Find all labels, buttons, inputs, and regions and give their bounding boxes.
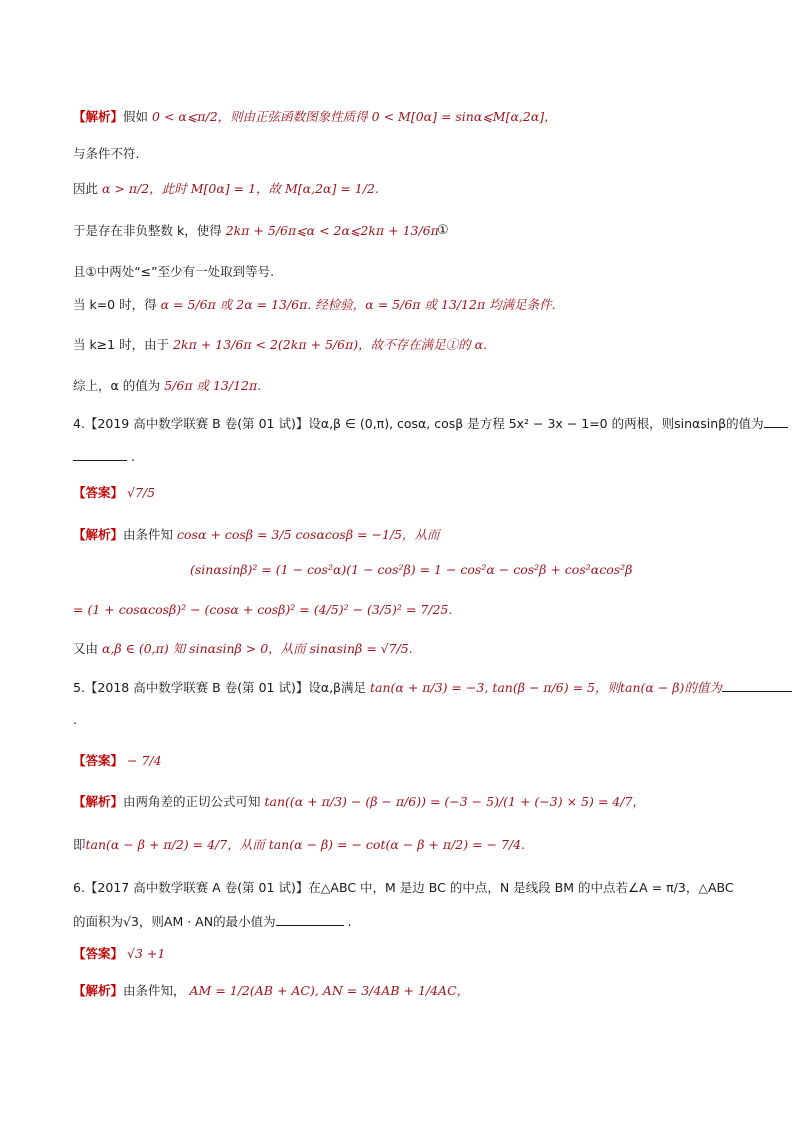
problem-6-statement: 6.【2017 高中数学联赛 A 卷(第 01 试)】在△ABC 中，M 是边 BC 的中点，N 是线段 BM 的中点若∠A = π/3，△ABC bbox=[73, 880, 734, 895]
solution-line-7 bbox=[73, 336, 487, 354]
solution-4-conclusion bbox=[73, 640, 413, 658]
period: . bbox=[130, 449, 135, 464]
math-expression: tan(α + π/3) = −3, tan(β − π/6) = 5，则tan(α − β)的值为 bbox=[370, 680, 722, 695]
solution-6-line-1 bbox=[73, 982, 469, 1000]
text-segment: 于是存在非负整数 k，使得 bbox=[73, 223, 222, 238]
solution-4-line-1 bbox=[73, 526, 440, 544]
analysis-tag: 【解析】 bbox=[73, 794, 124, 809]
answer-5 bbox=[73, 752, 162, 770]
math-expression: tan((α + π/3) − (β − π/6)) = (−3 − 5)/(1 + (−3) × 5) = 4/7， bbox=[264, 794, 645, 809]
problem-4-statement bbox=[73, 415, 788, 433]
solution-5-line-2 bbox=[73, 836, 525, 854]
text-segment: 由条件知， bbox=[123, 983, 186, 998]
analysis-tag: 【解析】 bbox=[73, 983, 124, 998]
solution-line-5: 且①中两处“≤”至少有一处取到等号. bbox=[73, 264, 275, 279]
problem-4-statement-cont bbox=[73, 448, 135, 466]
analysis-tag: 【解析】 bbox=[73, 527, 124, 542]
text-segment: 由条件知 bbox=[123, 527, 174, 542]
circled-marker: ① bbox=[437, 223, 449, 238]
answer-blank bbox=[276, 913, 344, 926]
text-segment: 假如 bbox=[123, 109, 149, 124]
math-expression: tan(α − β + π/2) = 4/7，从而 tan(α − β) = − cot(α − β + π/2) = − 7/4. bbox=[85, 837, 526, 852]
solution-line-3 bbox=[73, 180, 379, 198]
problem-text: 5.【2018 高中数学联赛 B 卷(第 01 试)】设α,β满足 bbox=[73, 680, 367, 695]
math-expression: cosα + cosβ = 3/5 cosαcosβ = −1/5，从而 bbox=[177, 527, 440, 542]
math-expression: √3 +1 bbox=[127, 946, 166, 961]
math-expression: 5/6π 或 13/12π. bbox=[164, 378, 262, 393]
math-expression: α,β ∈ (0,π) 知 sinαsinβ > 0，从而 sinαsinβ = √7/5. bbox=[102, 641, 413, 656]
math-expression: 0 < α⩽π/2，则由正弦函数图象性质得 0 < M[0α] = sinα⩽M[α,2α]， bbox=[152, 109, 557, 124]
math-expression: − 7/4 bbox=[127, 753, 162, 768]
text-segment: 综上，α 的值为 bbox=[73, 378, 161, 393]
answer-tag: 【答案】 bbox=[73, 485, 124, 500]
solution-line-1 bbox=[73, 108, 557, 126]
answer-tag: 【答案】 bbox=[73, 753, 124, 768]
text-segment: 又由 bbox=[73, 641, 99, 656]
text-segment: 因此 bbox=[73, 181, 99, 196]
math-expression: 2kπ + 5/6π⩽α < 2α⩽2kπ + 13/6π bbox=[225, 223, 439, 238]
answer-4 bbox=[73, 484, 155, 502]
solution-line-2: 与条件不符. bbox=[73, 146, 140, 161]
text-segment: 当 k≥1 时，由于 bbox=[73, 337, 170, 352]
problem-text: 的面积为√3，则AM · AN的最小值为 bbox=[73, 914, 276, 929]
answer-6 bbox=[73, 945, 165, 963]
solution-line-6 bbox=[73, 296, 556, 314]
solution-4-equation-2: = (1 + cosαcosβ)² − (cosα + cosβ)² = (4/5)² − (3/5)² = 7/25. bbox=[73, 602, 453, 617]
solution-line-4 bbox=[73, 222, 439, 240]
problem-5-statement bbox=[73, 679, 792, 697]
problem-text: 4.【2019 高中数学联赛 B 卷(第 01 试)】设α,β ∈ (0,π), cosα, cosβ 是方程 5x² − 3x − 1=0 的两根，则sinαsinβ的值为 bbox=[73, 416, 764, 431]
math-expression: √7/5 bbox=[127, 485, 156, 500]
text-segment: 当 k=0 时，得 bbox=[73, 297, 157, 312]
answer-blank bbox=[764, 415, 788, 428]
math-expression: AM = 1/2(AB + AC), AN = 3/4AB + 1/4AC， bbox=[189, 983, 470, 998]
answer-tag: 【答案】 bbox=[73, 946, 124, 961]
solution-4-equation-1: (sinαsinβ)² = (1 − cos²α)(1 − cos²β) = 1 − cos²α − cos²β + cos²αcos²β bbox=[190, 562, 633, 577]
problem-6-statement-cont: 的面积为√3，则AM · AN的最小值为 . bbox=[73, 914, 352, 929]
answer-blank bbox=[73, 448, 127, 461]
math-expression: α > π/2，此时 M[0α] = 1，故 M[α,2α] = 1/2. bbox=[102, 181, 379, 196]
solution-line-8 bbox=[73, 377, 261, 395]
solution-5-line-1 bbox=[73, 793, 645, 811]
text-segment: 即 bbox=[73, 837, 86, 852]
text-segment: 由两角差的正切公式可知 bbox=[123, 794, 261, 809]
answer-blank bbox=[722, 679, 792, 692]
math-expression: α = 5/6π 或 2α = 13/6π. 经检验，α = 5/6π 或 13/12π 均满足条件. bbox=[160, 297, 556, 312]
analysis-tag: 【解析】 bbox=[73, 109, 124, 124]
math-expression: 2kπ + 13/6π < 2(2kπ + 5/6π)，故不存在满足①的 α. bbox=[173, 337, 488, 352]
period: . bbox=[73, 712, 77, 727]
